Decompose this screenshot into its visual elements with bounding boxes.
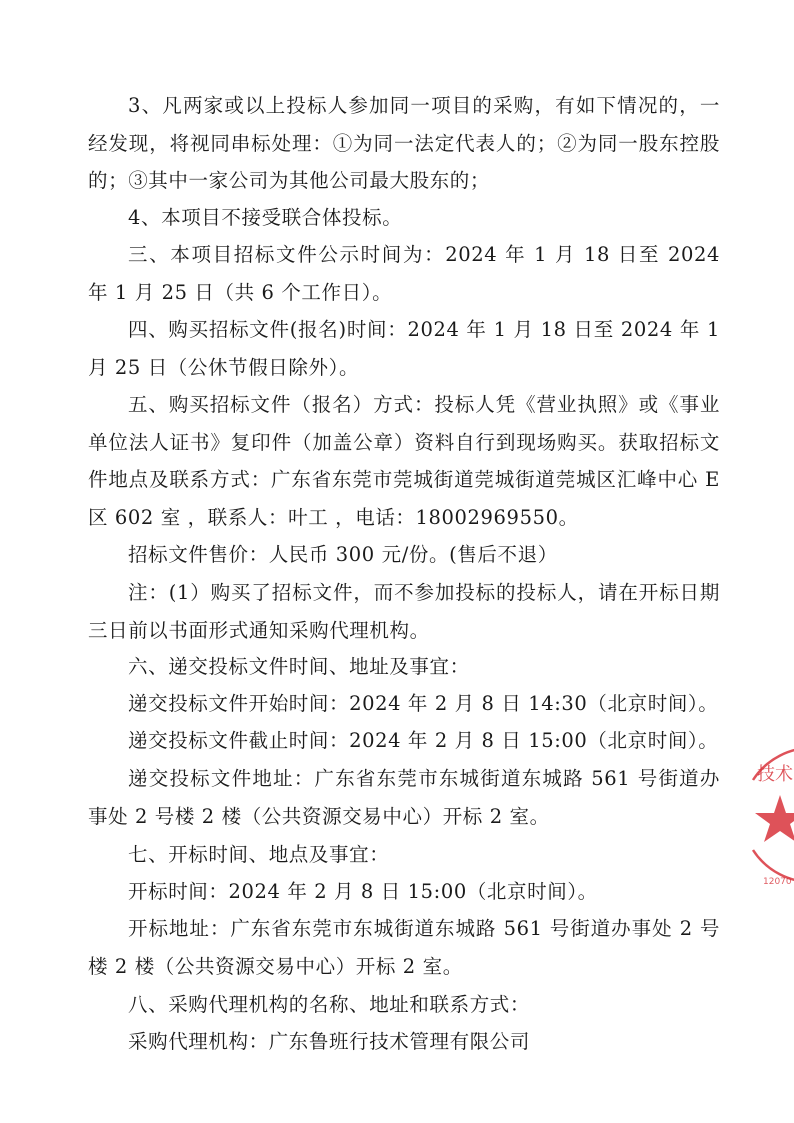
heading-section-6: 六、递交投标文件时间、地址及事宜：	[128, 655, 470, 678]
paragraph-document-price: 招标文件售价：人民币 300 元/份。(售后不退）	[128, 543, 558, 566]
paragraph-opening-time: 开标时间：2024 年 2 月 8 日 15:00（北京时间）。	[128, 880, 598, 903]
stamp-fragment-number: 12070	[763, 877, 792, 887]
paragraph-purchase-time: 四、购买招标文件(报名)时间：2024 年 1 月 18 日至 2024 年 1 月 25 日（公休节假日除外）。	[88, 318, 720, 379]
paragraph-no-consortium: 4、本项目不接受联合体投标。	[128, 206, 403, 229]
stamp-fragment-text: 技术	[757, 764, 793, 785]
company-seal-stamp	[735, 740, 794, 890]
heading-section-7: 七、开标时间、地点及事宜：	[128, 843, 390, 866]
paragraph-submission-start: 递交投标文件开始时间：2024 年 2 月 8 日 14:30（北京时间）。	[128, 692, 719, 715]
paragraph-submission-deadline: 递交投标文件截止时间：2024 年 2 月 8 日 15:00（北京时间）。	[128, 729, 719, 752]
paragraph-note-1: 注：(1）购买了招标文件，而不参加投标的投标人，请在开标日期三日前以书面形式通知采购代理机构。	[88, 581, 720, 642]
paragraph-publicity-period: 三、本项目招标文件公示时间为：2024 年 1 月 18 日至 2024 年 1 月 25 日（共 6 个工作日）。	[88, 243, 720, 304]
stamp-star-icon	[755, 795, 794, 842]
paragraph-purchase-method: 五、购买招标文件（报名）方式：投标人凭《营业执照》或《事业单位法人证书》复印件（加盖公章）资料自行到现场购买。获取招标文件地点及联系方式：广东省东莞市莞城街道莞城街道莞城区汇峰中心 E 区 602 室 ，联系人：叶工 ，电话：18002969550。	[88, 393, 720, 529]
heading-section-8: 八、采购代理机构的名称、地址和联系方式：	[128, 993, 531, 1016]
paragraph-opening-address: 开标地址：广东省东莞市东城街道东城路 561 号街道办事处 2 号楼 2 楼（公共资源交易中心）开标 2 室。	[88, 917, 720, 978]
paragraph-submission-address: 递交投标文件地址：广东省东莞市东城街道东城路 561 号街道办事处 2 号楼 2 楼（公共资源交易中心）开标 2 室。	[88, 767, 720, 828]
paragraph-bid-collusion-rule: 3、凡两家或以上投标人参加同一项目的采购，有如下情况的，一经发现，将视同串标处理：①为同一法定代表人的；②为同一股东控股的；③其中一家公司为其他公司最大股东的；	[88, 94, 720, 192]
paragraph-agency-name: 采购代理机构：广东鲁班行技术管理有限公司	[128, 1030, 531, 1053]
